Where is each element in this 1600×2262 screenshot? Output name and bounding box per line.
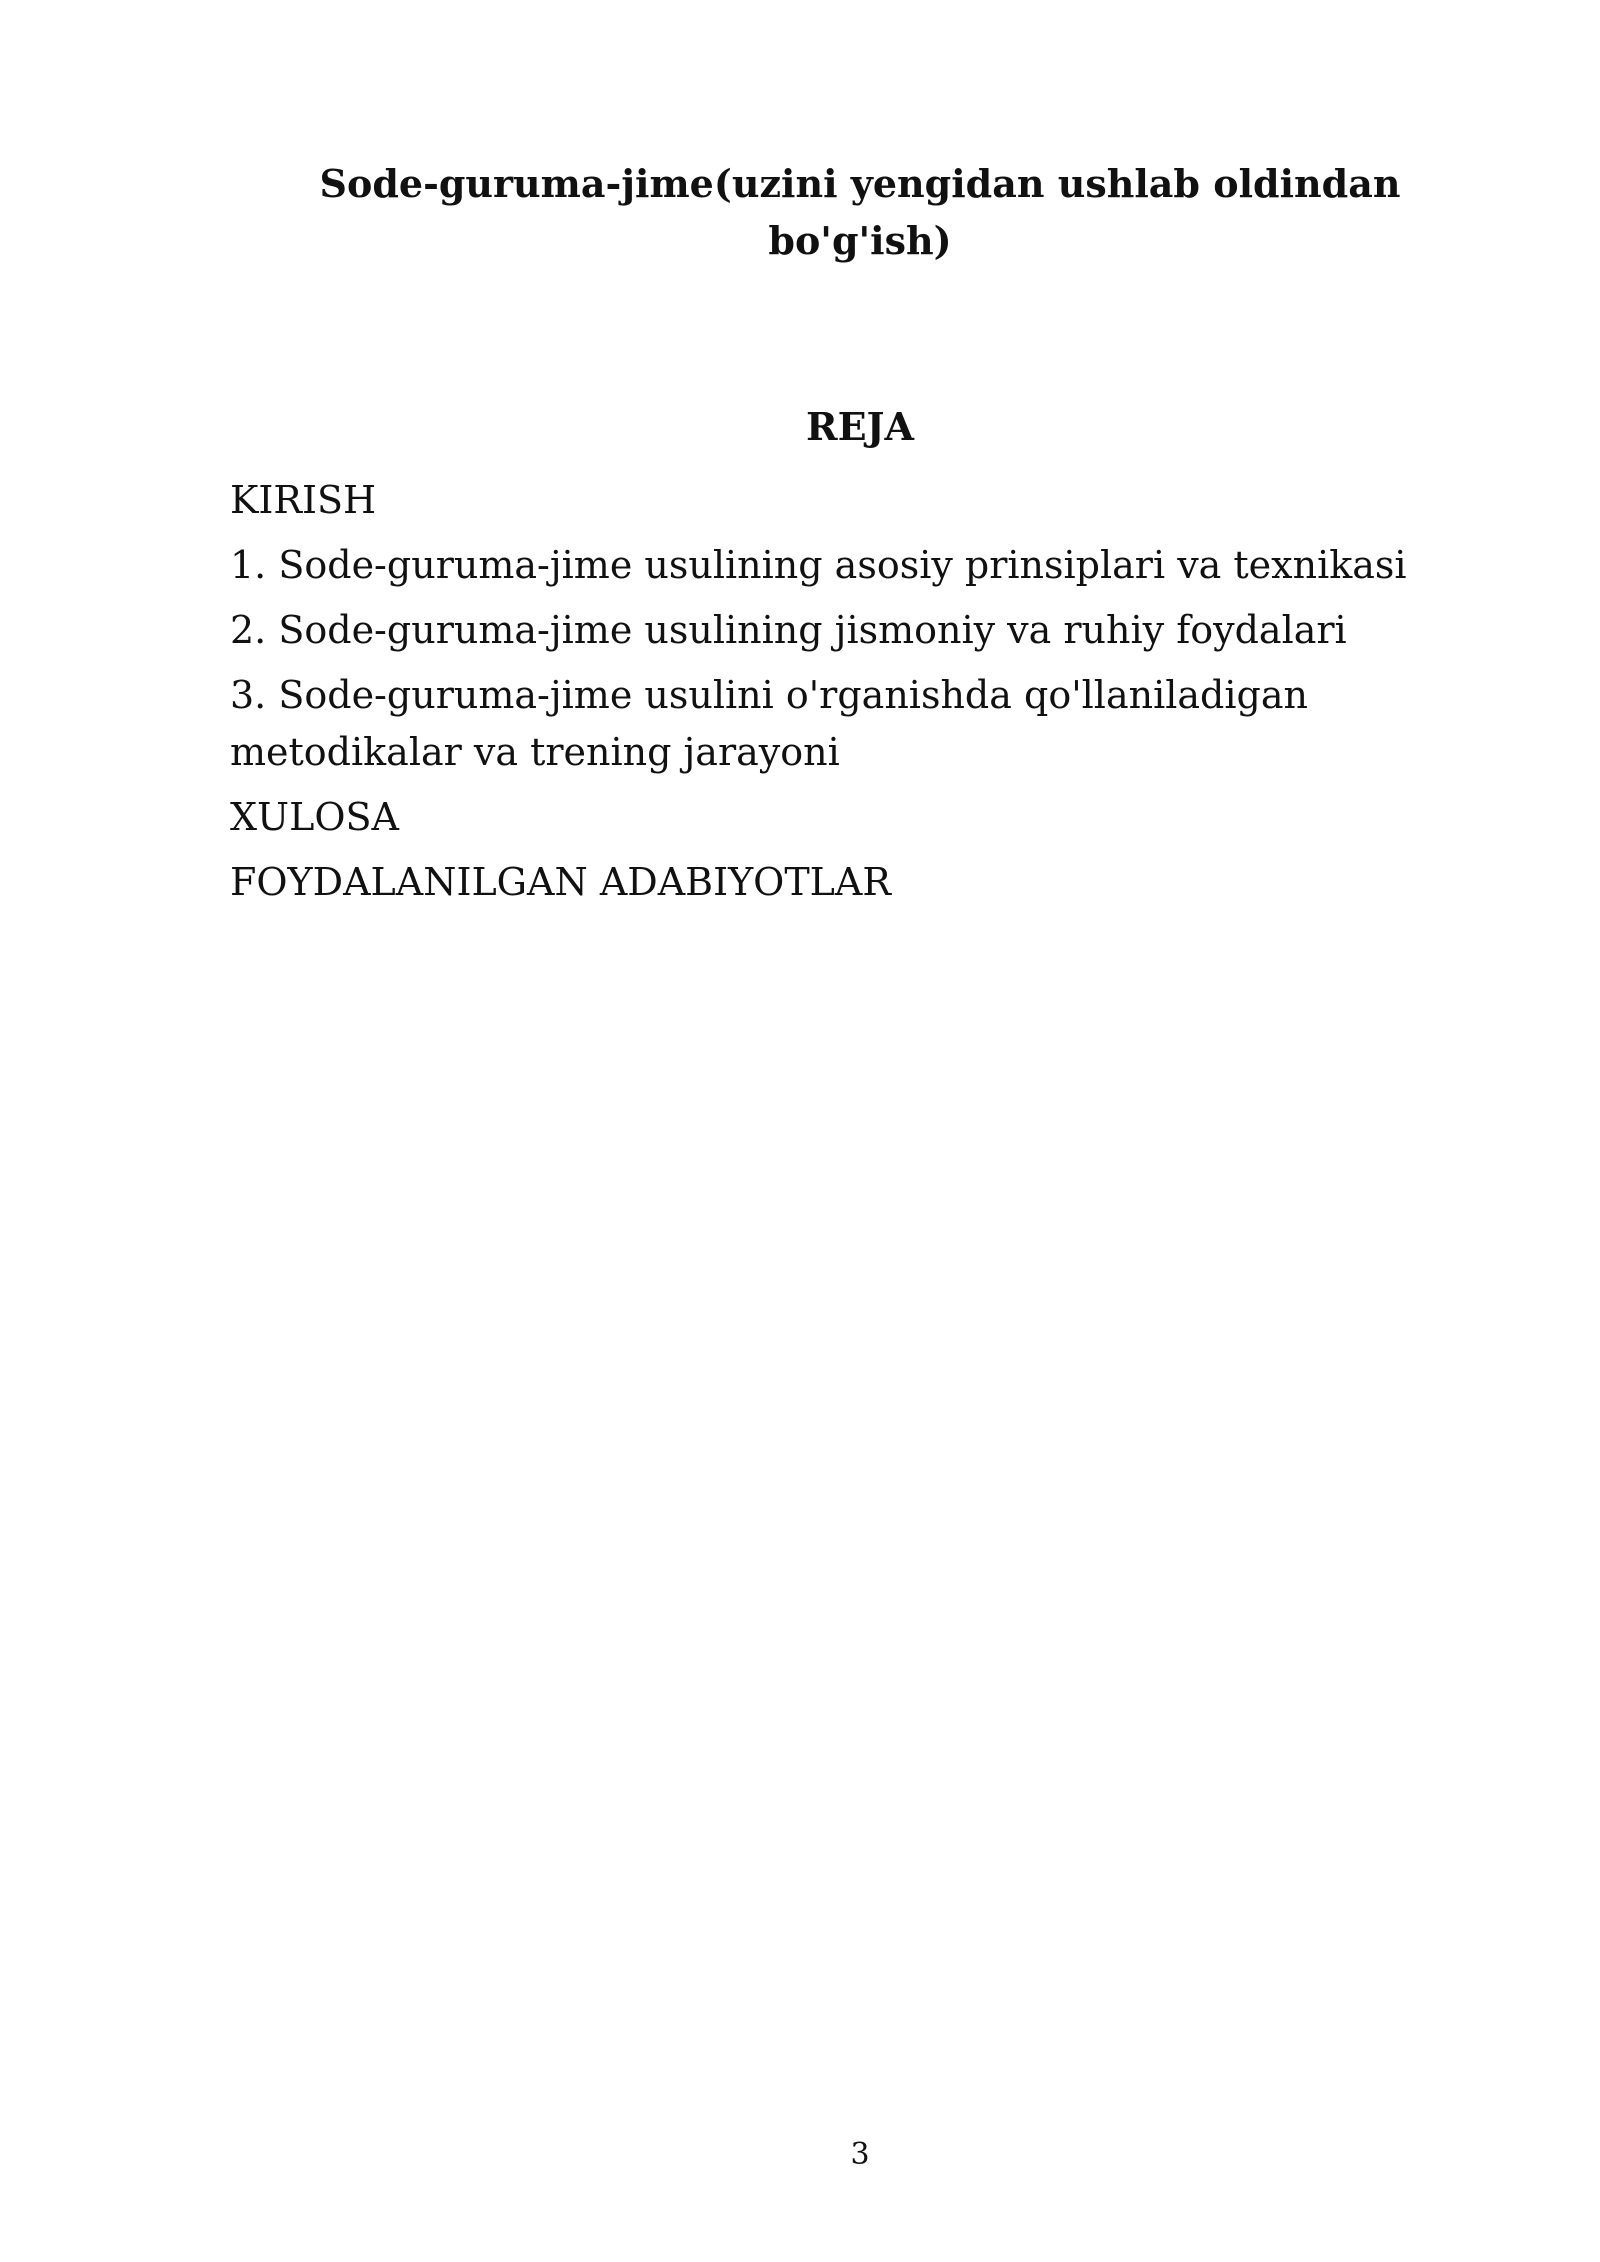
plan-item-3: 3. Sode-guruma-jime usulini o'rganishda qo'llaniladigan metodikalar va trening jarayoni (230, 673, 1308, 774)
plan-heading: REJA (805, 404, 914, 449)
page-number: 3 (850, 2137, 870, 2172)
plan-item-conclusion: XULOSA (230, 795, 399, 839)
plan-item-1: 1. Sode-guruma-jime usulining asosiy prinsiplari va texnikasi (230, 543, 1407, 587)
document-title: Sode-guruma-jime(uzini yengidan ushlab oldindan bo'g'ish) (319, 161, 1401, 263)
plan-list (230, 472, 1410, 919)
plan-item-introduction: KIRISH (230, 478, 377, 522)
plan-item-references: FOYDALANILGAN ADABIYOTLAR (230, 860, 891, 904)
plan-item-2: 2. Sode-guruma-jime usulining jismoniy va ruhiy foydalari (230, 608, 1347, 652)
